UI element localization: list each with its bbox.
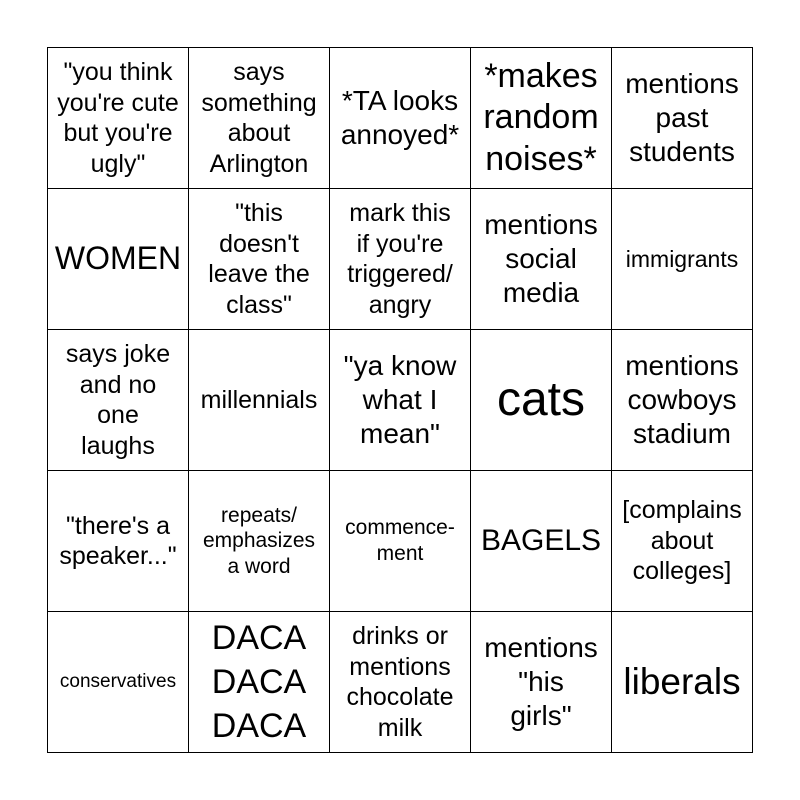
- bingo-cell-r3c1[interactable]: says joke and no one laughs: [48, 330, 189, 471]
- bingo-cell-r2c2[interactable]: "this doesn't leave the class": [189, 189, 330, 330]
- bingo-cell-r1c1[interactable]: "you think you're cute but you're ugly": [48, 48, 189, 189]
- bingo-cell-r1c3[interactable]: *TA looks annoyed*: [330, 48, 471, 189]
- bingo-cell-r5c4[interactable]: mentions "his girls": [471, 612, 612, 753]
- bingo-cell-r2c3[interactable]: mark this if you're triggered/ angry: [330, 189, 471, 330]
- bingo-cell-r4c1[interactable]: "there's a speaker...": [48, 471, 189, 612]
- bingo-cell-r1c4[interactable]: *makes random noises*: [471, 48, 612, 189]
- bingo-cell-r2c4[interactable]: mentions social media: [471, 189, 612, 330]
- bingo-cell-r5c5[interactable]: liberals: [612, 612, 753, 753]
- bingo-cell-r2c5[interactable]: immigrants: [612, 189, 753, 330]
- bingo-cell-r4c3[interactable]: commence- ment: [330, 471, 471, 612]
- bingo-cell-r3c4[interactable]: cats: [471, 330, 612, 471]
- bingo-cell-r5c1[interactable]: conservatives: [48, 612, 189, 753]
- bingo-cell-r4c4[interactable]: BAGELS: [471, 471, 612, 612]
- bingo-cell-r3c2[interactable]: millennials: [189, 330, 330, 471]
- bingo-cell-r4c2[interactable]: repeats/ emphasizes a word: [189, 471, 330, 612]
- bingo-board: [47, 47, 753, 753]
- bingo-cell-r1c2[interactable]: says something about Arlington: [189, 48, 330, 189]
- bingo-cell-r2c1[interactable]: WOMEN: [48, 189, 189, 330]
- bingo-cell-r5c2[interactable]: DACA DACA DACA: [189, 612, 330, 753]
- bingo-cell-r3c5[interactable]: mentions cowboys stadium: [612, 330, 753, 471]
- bingo-cell-r1c5[interactable]: mentions past students: [612, 48, 753, 189]
- bingo-cell-r4c5[interactable]: [complains about colleges]: [612, 471, 753, 612]
- bingo-cell-r3c3[interactable]: "ya know what I mean": [330, 330, 471, 471]
- bingo-cell-r5c3[interactable]: drinks or mentions chocolate milk: [330, 612, 471, 753]
